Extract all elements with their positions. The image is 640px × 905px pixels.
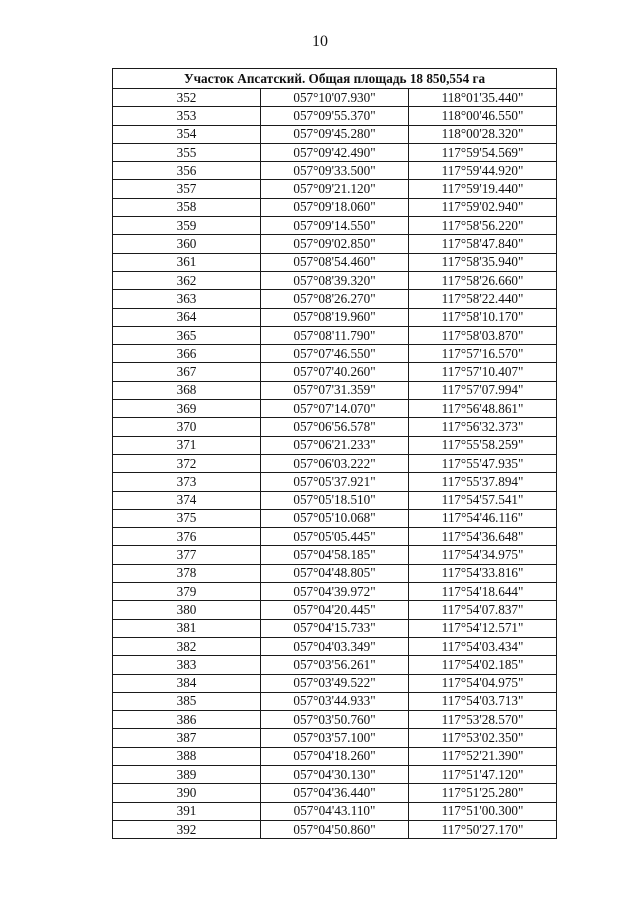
longitude-cell: 117°50'27.170" <box>409 820 557 838</box>
latitude-cell: 057°04'18.260" <box>261 747 409 765</box>
table-row <box>113 692 557 710</box>
longitude-cell: 117°54'04.975" <box>409 674 557 692</box>
coordinates-table <box>112 68 557 839</box>
point-number-cell: 392 <box>113 820 261 838</box>
longitude-cell: 117°59'19.440" <box>409 180 557 198</box>
point-number-cell: 354 <box>113 125 261 143</box>
table-row <box>113 400 557 418</box>
table-row <box>113 564 557 582</box>
latitude-cell: 057°09'33.500" <box>261 162 409 180</box>
latitude-cell: 057°03'57.100" <box>261 729 409 747</box>
latitude-cell: 057°04'03.349" <box>261 637 409 655</box>
point-number-cell: 367 <box>113 363 261 381</box>
point-number-cell: 366 <box>113 345 261 363</box>
latitude-cell: 057°09'18.060" <box>261 198 409 216</box>
latitude-cell: 057°03'44.933" <box>261 692 409 710</box>
longitude-cell: 117°59'54.569" <box>409 143 557 161</box>
table-row <box>113 107 557 125</box>
point-number-cell: 365 <box>113 326 261 344</box>
longitude-cell: 117°54'36.648" <box>409 528 557 546</box>
table-row <box>113 546 557 564</box>
latitude-cell: 057°06'21.233" <box>261 436 409 454</box>
latitude-cell: 057°04'39.972" <box>261 583 409 601</box>
point-number-cell: 359 <box>113 217 261 235</box>
latitude-cell: 057°08'19.960" <box>261 308 409 326</box>
latitude-cell: 057°09'21.120" <box>261 180 409 198</box>
latitude-cell: 057°04'36.440" <box>261 784 409 802</box>
latitude-cell: 057°08'39.320" <box>261 271 409 289</box>
table-row <box>113 271 557 289</box>
point-number-cell: 364 <box>113 308 261 326</box>
table-row <box>113 235 557 253</box>
longitude-cell: 117°54'02.185" <box>409 656 557 674</box>
page-number: 10 <box>312 33 328 50</box>
table-row <box>113 326 557 344</box>
longitude-cell: 117°56'48.861" <box>409 400 557 418</box>
point-number-cell: 352 <box>113 89 261 107</box>
longitude-cell: 117°56'32.373" <box>409 418 557 436</box>
longitude-cell: 117°55'37.894" <box>409 473 557 491</box>
latitude-cell: 057°04'15.733" <box>261 619 409 637</box>
longitude-cell: 118°00'28.320" <box>409 125 557 143</box>
longitude-cell: 117°53'02.350" <box>409 729 557 747</box>
table-row <box>113 765 557 783</box>
table-row <box>113 784 557 802</box>
longitude-cell: 117°54'03.713" <box>409 692 557 710</box>
latitude-cell: 057°07'40.260" <box>261 363 409 381</box>
table-row <box>113 217 557 235</box>
point-number-cell: 383 <box>113 656 261 674</box>
table-row <box>113 528 557 546</box>
point-number-cell: 388 <box>113 747 261 765</box>
point-number-cell: 390 <box>113 784 261 802</box>
point-number-cell: 363 <box>113 290 261 308</box>
longitude-cell: 117°51'47.120" <box>409 765 557 783</box>
point-number-cell: 375 <box>113 509 261 527</box>
longitude-cell: 118°00'46.550" <box>409 107 557 125</box>
longitude-cell: 117°51'25.280" <box>409 784 557 802</box>
latitude-cell: 057°08'54.460" <box>261 253 409 271</box>
table-row <box>113 656 557 674</box>
latitude-cell: 057°08'26.270" <box>261 290 409 308</box>
longitude-cell: 117°54'07.837" <box>409 601 557 619</box>
point-number-cell: 357 <box>113 180 261 198</box>
latitude-cell: 057°04'20.445" <box>261 601 409 619</box>
longitude-cell: 117°55'58.259" <box>409 436 557 454</box>
table-row <box>113 820 557 838</box>
point-number-cell: 377 <box>113 546 261 564</box>
point-number-cell: 386 <box>113 711 261 729</box>
table-row <box>113 473 557 491</box>
point-number-cell: 355 <box>113 143 261 161</box>
point-number-cell: 372 <box>113 454 261 472</box>
latitude-cell: 057°03'56.261" <box>261 656 409 674</box>
table-row <box>113 583 557 601</box>
table-row <box>113 125 557 143</box>
point-number-cell: 356 <box>113 162 261 180</box>
latitude-cell: 057°09'45.280" <box>261 125 409 143</box>
latitude-cell: 057°03'49.522" <box>261 674 409 692</box>
table-row <box>113 729 557 747</box>
point-number-cell: 384 <box>113 674 261 692</box>
latitude-cell: 057°09'02.850" <box>261 235 409 253</box>
table-row <box>113 674 557 692</box>
point-number-cell: 362 <box>113 271 261 289</box>
point-number-cell: 391 <box>113 802 261 820</box>
point-number-cell: 374 <box>113 491 261 509</box>
table-row <box>113 363 557 381</box>
latitude-cell: 057°05'10.068" <box>261 509 409 527</box>
latitude-cell: 057°09'42.490" <box>261 143 409 161</box>
table-row <box>113 308 557 326</box>
point-number-cell: 382 <box>113 637 261 655</box>
latitude-cell: 057°06'56.578" <box>261 418 409 436</box>
longitude-cell: 117°58'26.660" <box>409 271 557 289</box>
table-row <box>113 162 557 180</box>
latitude-cell: 057°07'14.070" <box>261 400 409 418</box>
longitude-cell: 117°54'57.541" <box>409 491 557 509</box>
table-row <box>113 637 557 655</box>
table-row <box>113 491 557 509</box>
latitude-cell: 057°08'11.790" <box>261 326 409 344</box>
latitude-cell: 057°07'31.359" <box>261 381 409 399</box>
longitude-cell: 117°58'56.220" <box>409 217 557 235</box>
latitude-cell: 057°09'14.550" <box>261 217 409 235</box>
longitude-cell: 117°59'44.920" <box>409 162 557 180</box>
longitude-cell: 117°54'46.116" <box>409 509 557 527</box>
longitude-cell: 117°58'35.940" <box>409 253 557 271</box>
longitude-cell: 117°57'10.407" <box>409 363 557 381</box>
longitude-cell: 117°52'21.390" <box>409 747 557 765</box>
point-number-cell: 385 <box>113 692 261 710</box>
point-number-cell: 361 <box>113 253 261 271</box>
table-row <box>113 509 557 527</box>
point-number-cell: 358 <box>113 198 261 216</box>
table-title-row <box>113 69 557 89</box>
table-row <box>113 802 557 820</box>
table-row <box>113 619 557 637</box>
longitude-cell: 117°57'16.570" <box>409 345 557 363</box>
longitude-cell: 117°58'10.170" <box>409 308 557 326</box>
longitude-cell: 117°54'34.975" <box>409 546 557 564</box>
point-number-cell: 381 <box>113 619 261 637</box>
latitude-cell: 057°04'50.860" <box>261 820 409 838</box>
longitude-cell: 118°01'35.440" <box>409 89 557 107</box>
table-row <box>113 436 557 454</box>
longitude-cell: 117°58'22.440" <box>409 290 557 308</box>
latitude-cell: 057°05'37.921" <box>261 473 409 491</box>
table-row <box>113 418 557 436</box>
longitude-cell: 117°54'03.434" <box>409 637 557 655</box>
longitude-cell: 117°54'33.816" <box>409 564 557 582</box>
table-row <box>113 747 557 765</box>
table-row <box>113 601 557 619</box>
table-row <box>113 290 557 308</box>
latitude-cell: 057°03'50.760" <box>261 711 409 729</box>
point-number-cell: 371 <box>113 436 261 454</box>
point-number-cell: 389 <box>113 765 261 783</box>
point-number-cell: 379 <box>113 583 261 601</box>
table-row <box>113 89 557 107</box>
table-row <box>113 345 557 363</box>
latitude-cell: 057°09'55.370" <box>261 107 409 125</box>
latitude-cell: 057°06'03.222" <box>261 454 409 472</box>
table-row <box>113 253 557 271</box>
longitude-cell: 117°58'47.840" <box>409 235 557 253</box>
table-row <box>113 711 557 729</box>
longitude-cell: 117°55'47.935" <box>409 454 557 472</box>
point-number-cell: 387 <box>113 729 261 747</box>
table-title: Участок Апсатский. Общая площадь 18 850,554 га <box>113 69 557 89</box>
longitude-cell: 117°53'28.570" <box>409 711 557 729</box>
point-number-cell: 360 <box>113 235 261 253</box>
point-number-cell: 373 <box>113 473 261 491</box>
longitude-cell: 117°54'18.644" <box>409 583 557 601</box>
point-number-cell: 380 <box>113 601 261 619</box>
longitude-cell: 117°51'00.300" <box>409 802 557 820</box>
latitude-cell: 057°04'48.805" <box>261 564 409 582</box>
point-number-cell: 376 <box>113 528 261 546</box>
latitude-cell: 057°04'58.185" <box>261 546 409 564</box>
latitude-cell: 057°05'18.510" <box>261 491 409 509</box>
latitude-cell: 057°04'30.130" <box>261 765 409 783</box>
longitude-cell: 117°54'12.571" <box>409 619 557 637</box>
point-number-cell: 353 <box>113 107 261 125</box>
table-row <box>113 454 557 472</box>
table-row <box>113 198 557 216</box>
point-number-cell: 370 <box>113 418 261 436</box>
longitude-cell: 117°59'02.940" <box>409 198 557 216</box>
latitude-cell: 057°04'43.110" <box>261 802 409 820</box>
latitude-cell: 057°05'05.445" <box>261 528 409 546</box>
longitude-cell: 117°57'07.994" <box>409 381 557 399</box>
longitude-cell: 117°58'03.870" <box>409 326 557 344</box>
table-row <box>113 180 557 198</box>
latitude-cell: 057°10'07.930" <box>261 89 409 107</box>
point-number-cell: 378 <box>113 564 261 582</box>
point-number-cell: 369 <box>113 400 261 418</box>
point-number-cell: 368 <box>113 381 261 399</box>
latitude-cell: 057°07'46.550" <box>261 345 409 363</box>
table-row <box>113 143 557 161</box>
table-row <box>113 381 557 399</box>
